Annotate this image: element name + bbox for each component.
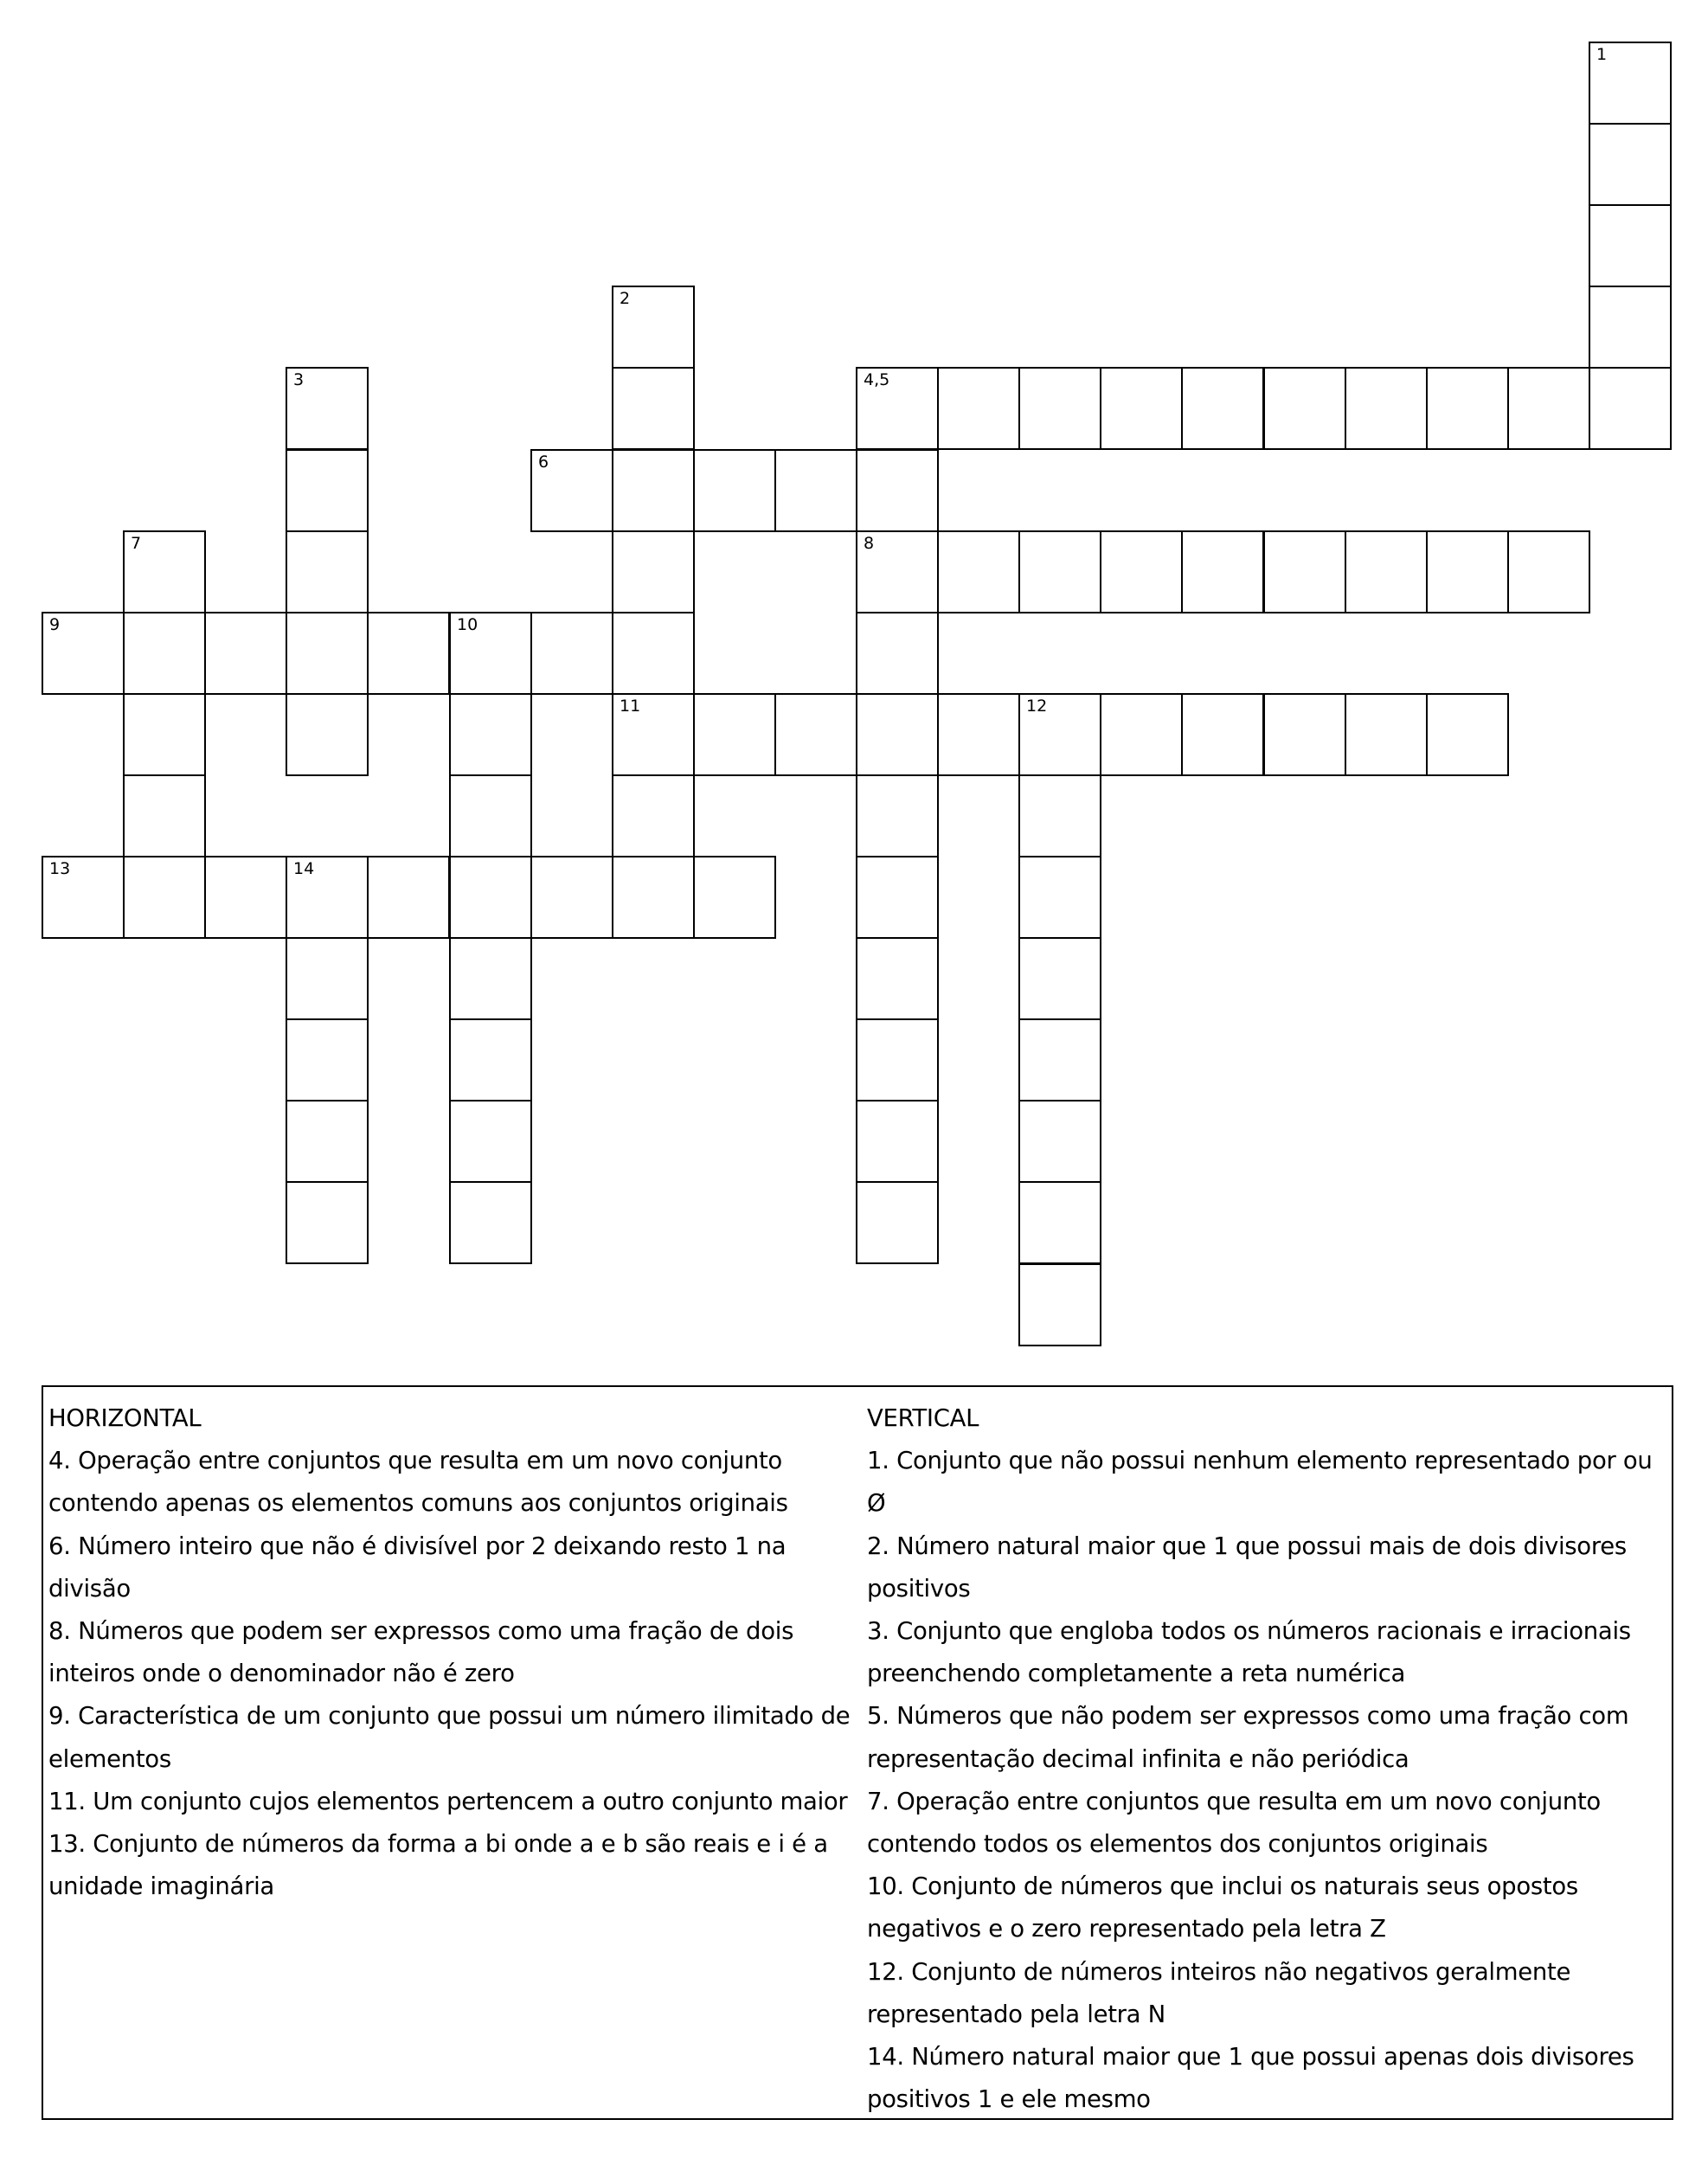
- crossword-cell[interactable]: [937, 530, 1020, 613]
- crossword-cell[interactable]: [123, 856, 206, 939]
- horizontal-clues: [48, 1397, 870, 1908]
- horizontal-line: unidade imaginária: [48, 1872, 274, 1901]
- vertical-line: 7. Operação entre conjuntos que resulta em um novo conjunto: [867, 1787, 1601, 1815]
- crossword-cell[interactable]: [123, 530, 206, 613]
- crossword-cell[interactable]: [1589, 204, 1672, 287]
- crossword-cell[interactable]: [1018, 530, 1101, 613]
- crossword-cell[interactable]: [123, 774, 206, 857]
- clue-number: 7: [131, 534, 142, 553]
- crossword-cell[interactable]: [42, 856, 125, 939]
- crossword-cell[interactable]: [449, 693, 532, 776]
- horizontal-line: 4. Operação entre conjuntos que resulta em um novo conjunto: [48, 1447, 782, 1475]
- vertical-line: 2. Número natural maior que 1 que possui mais de dois divisores: [867, 1532, 1627, 1560]
- clue-number: 8: [864, 534, 875, 553]
- crossword-cell[interactable]: [449, 937, 532, 1020]
- crossword-cell[interactable]: [1589, 367, 1672, 450]
- crossword-cell[interactable]: [530, 449, 613, 532]
- vertical-line: positivos 1 e ele mesmo: [867, 2085, 1151, 2114]
- crossword-cell[interactable]: [286, 937, 369, 1020]
- crossword-cell[interactable]: [449, 1181, 532, 1264]
- clue-number: 3: [293, 370, 305, 389]
- vertical-line: 1. Conjunto que não possui nenhum elemento representado por ou Ø: [867, 1447, 1653, 1518]
- crossword-cell[interactable]: [612, 856, 695, 939]
- vertical-line: 14. Número natural maior que 1 que possui apenas dois divisores: [867, 2043, 1634, 2071]
- crossword-cell[interactable]: [693, 693, 776, 776]
- crossword-cell[interactable]: [1263, 367, 1346, 450]
- vertical-clues: [867, 1397, 1672, 2121]
- crossword-cell[interactable]: [1345, 693, 1428, 776]
- crossword-cell[interactable]: [612, 449, 695, 532]
- crossword-cell[interactable]: [530, 612, 613, 695]
- crossword-cell[interactable]: [937, 693, 1020, 776]
- crossword-cell[interactable]: [1426, 530, 1509, 613]
- horizontal-line: contendo apenas os elementos comuns aos conjuntos originais: [48, 1489, 788, 1518]
- crossword-cell[interactable]: [1589, 286, 1672, 369]
- crossword-cell[interactable]: [123, 693, 206, 776]
- crossword-cell[interactable]: [42, 612, 125, 695]
- horizontal-line: 8. Números que podem ser expressos como uma fração de dois: [48, 1617, 794, 1646]
- crossword-cell[interactable]: [1100, 693, 1183, 776]
- clue-number: 2: [620, 289, 631, 308]
- clue-number: 4,5: [864, 370, 890, 389]
- crossword-cell[interactable]: [1263, 530, 1346, 613]
- crossword-cell[interactable]: [1018, 774, 1101, 857]
- crossword-cell[interactable]: [449, 774, 532, 857]
- vertical-line: 3. Conjunto que engloba todos os números racionais e irracionais: [867, 1617, 1631, 1646]
- crossword-cell[interactable]: [1018, 1018, 1101, 1101]
- crossword-cell[interactable]: [856, 774, 939, 857]
- crossword-cell[interactable]: [1181, 693, 1264, 776]
- crossword-cell[interactable]: [286, 693, 369, 776]
- clue-number: 11: [620, 697, 641, 716]
- crossword-cell[interactable]: [367, 612, 450, 695]
- crossword-cell[interactable]: [1100, 367, 1183, 450]
- vertical-line: representação decimal infinita e não periódica: [867, 1744, 1409, 1773]
- crossword-cell[interactable]: [1018, 1100, 1101, 1183]
- crossword-cell[interactable]: [367, 856, 450, 939]
- clues-box: [42, 1385, 1673, 2120]
- crossword-cell[interactable]: [1507, 367, 1590, 450]
- crossword-cell[interactable]: [449, 856, 532, 939]
- crossword-cell[interactable]: [1018, 1181, 1101, 1264]
- crossword-cell[interactable]: [1263, 693, 1346, 776]
- crossword-cell[interactable]: [856, 449, 939, 532]
- crossword-cell[interactable]: [449, 1018, 532, 1101]
- crossword-cell[interactable]: [286, 1181, 369, 1264]
- crossword-cell[interactable]: [856, 530, 939, 613]
- crossword-cell[interactable]: [856, 612, 939, 695]
- crossword-cell[interactable]: [856, 1100, 939, 1183]
- crossword-cell[interactable]: [286, 367, 369, 450]
- crossword-cell[interactable]: [856, 937, 939, 1020]
- crossword-cell[interactable]: [774, 693, 857, 776]
- crossword-cell[interactable]: [1018, 937, 1101, 1020]
- clue-number: 14: [293, 859, 315, 878]
- crossword-cell[interactable]: [693, 856, 776, 939]
- clue-number: 6: [538, 453, 549, 472]
- vertical-line: 10. Conjunto de números que inclui os naturais seus opostos: [867, 1872, 1578, 1901]
- horizontal-line: 6. Número inteiro que não é divisível por 2 deixando resto 1 na: [48, 1532, 787, 1560]
- horizontal-line: elementos: [48, 1744, 171, 1773]
- crossword-cell[interactable]: [1345, 367, 1428, 450]
- crossword-cell[interactable]: [449, 612, 532, 695]
- horizontal-line: 11. Um conjunto cujos elementos pertencem a outro conjunto maior: [48, 1787, 848, 1815]
- crossword-cell[interactable]: [204, 856, 287, 939]
- crossword-cell[interactable]: [774, 449, 857, 532]
- crossword-cell[interactable]: [1018, 1263, 1101, 1346]
- crossword-cell[interactable]: [286, 856, 369, 939]
- crossword-cell[interactable]: [612, 530, 695, 613]
- crossword-cell[interactable]: [612, 286, 695, 369]
- crossword-cell[interactable]: [612, 774, 695, 857]
- horizontal-line: 13. Conjunto de números da forma a bi onde a e b são reais e i é a: [48, 1830, 828, 1859]
- crossword-cell[interactable]: [1181, 530, 1264, 613]
- clue-number: 1: [1596, 45, 1608, 64]
- crossword-cell[interactable]: [123, 612, 206, 695]
- crossword-cell[interactable]: [1589, 123, 1672, 206]
- horizontal-line: inteiros onde o denominador não é zero: [48, 1660, 515, 1688]
- clue-number: 13: [49, 859, 71, 878]
- crossword-cell[interactable]: [1426, 693, 1509, 776]
- vertical-line: positivos: [867, 1574, 971, 1602]
- crossword-cell[interactable]: [1018, 367, 1101, 450]
- crossword-cell[interactable]: [204, 612, 287, 695]
- crossword-cell[interactable]: [612, 612, 695, 695]
- crossword-cell[interactable]: [286, 1018, 369, 1101]
- crossword-cell[interactable]: [856, 1181, 939, 1264]
- crossword-cell[interactable]: [286, 1100, 369, 1183]
- crossword-cell[interactable]: [286, 449, 369, 532]
- clue-number: 9: [49, 615, 61, 634]
- crossword-cell[interactable]: [1018, 856, 1101, 939]
- crossword-cell[interactable]: [693, 449, 776, 532]
- vertical-line: representado pela letra N: [867, 2000, 1165, 2028]
- crossword-cell[interactable]: [1426, 367, 1509, 450]
- crossword-cell[interactable]: [856, 367, 939, 450]
- clue-number: 10: [457, 615, 478, 634]
- horizontal-line: 9. Característica de um conjunto que possui um número ilimitado de: [48, 1702, 851, 1731]
- crossword-cell[interactable]: [449, 1100, 532, 1183]
- crossword-cell[interactable]: [1589, 42, 1672, 125]
- vertical-line: 12. Conjunto de números inteiros não negativos geralmente: [867, 1957, 1571, 1986]
- crossword-cell[interactable]: [856, 856, 939, 939]
- vertical-line: negativos e o zero representado pela letra Z: [867, 1915, 1386, 1943]
- vertical-title: VERTICAL: [867, 1404, 979, 1432]
- crossword-cell[interactable]: [1507, 530, 1590, 613]
- clue-number: 12: [1026, 697, 1048, 716]
- crossword-cell[interactable]: [1018, 693, 1101, 776]
- horizontal-line: divisão: [48, 1574, 131, 1602]
- horizontal-title: HORIZONTAL: [48, 1404, 202, 1432]
- crossword-cell[interactable]: [286, 530, 369, 613]
- crossword-cell[interactable]: [286, 612, 369, 695]
- crossword-cell[interactable]: [1181, 367, 1264, 450]
- crossword-cell[interactable]: [856, 1018, 939, 1101]
- vertical-line: 5. Números que não podem ser expressos como uma fração com: [867, 1702, 1629, 1731]
- crossword-cell[interactable]: [1345, 530, 1428, 613]
- crossword-cell[interactable]: [856, 693, 939, 776]
- crossword-cell[interactable]: [1100, 530, 1183, 613]
- crossword-cell[interactable]: [937, 367, 1020, 450]
- vertical-line: preenchendo completamente a reta numérica: [867, 1660, 1406, 1688]
- vertical-line: contendo todos os elementos dos conjuntos originais: [867, 1830, 1488, 1859]
- crossword-cell[interactable]: [530, 856, 613, 939]
- crossword-cell[interactable]: [612, 693, 695, 776]
- crossword-cell[interactable]: [612, 367, 695, 450]
